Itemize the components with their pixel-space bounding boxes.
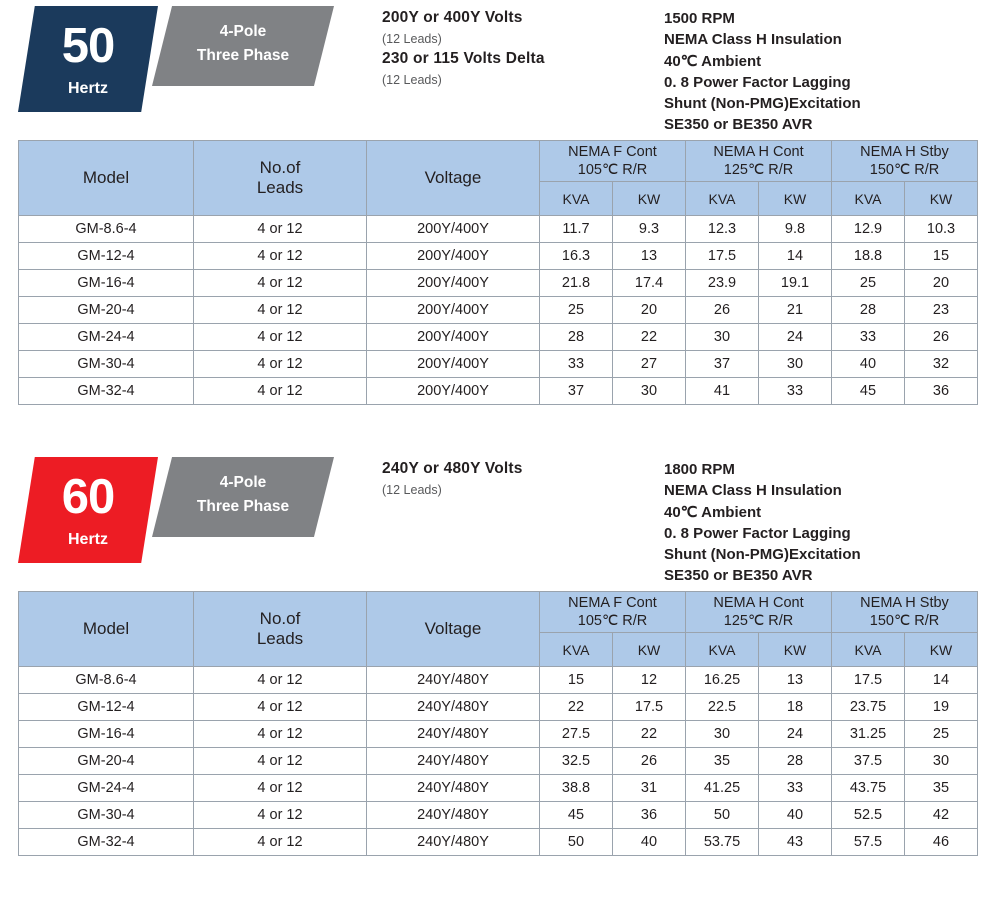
- cell-leads: 4 or 12: [194, 270, 367, 297]
- col-subheader-kw-1: KW: [613, 182, 686, 216]
- cell-leads: 4 or 12: [194, 216, 367, 243]
- table-row: [19, 694, 978, 721]
- cell-leads: 4 or 12: [194, 667, 367, 694]
- cell-kw-h-cont: 33: [759, 775, 832, 802]
- cell-kw-f: 12: [613, 667, 686, 694]
- table-header-60hz: [19, 592, 978, 667]
- col-group-2-line2: 125℃ R/R: [723, 162, 794, 178]
- cell-kva-h-stby: 18.8: [832, 243, 905, 270]
- cell-kva-h-cont: 30: [686, 324, 759, 351]
- cell-kva-h-stby: 28: [832, 297, 905, 324]
- cell-kw-h-stby: 20: [905, 270, 978, 297]
- cell-kw-h-cont: 21: [759, 297, 832, 324]
- col-header-leads-line2: Leads: [256, 178, 304, 197]
- cell-kw-h-stby: 26: [905, 324, 978, 351]
- pole-badge-50hz: [152, 6, 334, 86]
- spec-rpm: 1800 RPM: [664, 461, 735, 478]
- section-divider: [0, 405, 996, 451]
- col-group-3-line1: NEMA H Stby: [860, 143, 949, 160]
- cell-kva-f: 50: [540, 829, 613, 856]
- cell-kw-h-stby: 42: [905, 802, 978, 829]
- cell-kw-h-cont: 14: [759, 243, 832, 270]
- cell-kw-h-stby: 10.3: [905, 216, 978, 243]
- spec-insulation: NEMA Class H Insulation: [664, 482, 842, 500]
- cell-kw-h-stby: 14: [905, 667, 978, 694]
- cell-voltage: 200Y/400Y: [367, 216, 540, 243]
- spec-power-factor: 0. 8 Power Factor Lagging: [664, 524, 851, 542]
- col-header-voltage: Voltage: [367, 592, 540, 667]
- cell-model: GM-8.6-4: [19, 667, 194, 694]
- col-group-2-line2: 125℃ R/R: [723, 613, 794, 629]
- table-body-50hz: [19, 216, 978, 405]
- col-subheader-kva-2: KVA: [686, 633, 759, 667]
- cell-voltage: 200Y/400Y: [367, 270, 540, 297]
- col-subheader-kva-1: KVA: [540, 182, 613, 216]
- ratings-table-60hz: [18, 591, 978, 856]
- cell-kw-f: 13: [613, 243, 686, 270]
- col-group-1-line1: NEMA F Cont: [568, 594, 657, 611]
- table-row: [19, 351, 978, 378]
- cell-kw-h-stby: 35: [905, 775, 978, 802]
- col-group-3-line2: 150℃ R/R: [869, 162, 940, 178]
- cell-model: GM-12-4: [19, 694, 194, 721]
- spec-avr: SE350 or BE350 AVR: [664, 116, 813, 134]
- cell-kw-f: 22: [613, 324, 686, 351]
- frequency-badge-50hz: [18, 6, 158, 112]
- col-header-leads: [194, 141, 367, 216]
- cell-leads: 4 or 12: [194, 721, 367, 748]
- cell-voltage: 240Y/480Y: [367, 721, 540, 748]
- cell-kw-h-cont: 24: [759, 324, 832, 351]
- cell-kw-f: 20: [613, 297, 686, 324]
- header-band-60hz: [0, 451, 996, 591]
- cell-model: GM-16-4: [19, 721, 194, 748]
- pole-badge-lines: [152, 6, 334, 68]
- col-group-nema-h-cont: [686, 592, 832, 633]
- cell-leads: 4 or 12: [194, 829, 367, 856]
- col-subheader-kw-3: KW: [905, 633, 978, 667]
- voltage-option-1: 240Y or 480Y Volts: [382, 460, 523, 477]
- cell-kva-h-cont: 22.5: [686, 694, 759, 721]
- cell-kw-f: 27: [613, 351, 686, 378]
- cell-leads: 4 or 12: [194, 748, 367, 775]
- spec-rpm: 1500 RPM: [664, 10, 735, 27]
- cell-kva-h-cont: 16.25: [686, 667, 759, 694]
- col-group-3-line1: NEMA H Stby: [860, 594, 949, 611]
- cell-kw-f: 17.4: [613, 270, 686, 297]
- col-header-leads-line1: No.of: [259, 609, 301, 628]
- cell-leads: 4 or 12: [194, 775, 367, 802]
- cell-kw-f: 30: [613, 378, 686, 405]
- cell-leads: 4 or 12: [194, 694, 367, 721]
- cell-kva-f: 22: [540, 694, 613, 721]
- cell-kw-h-cont: 43: [759, 829, 832, 856]
- table-row: [19, 270, 978, 297]
- spec-excitation: Shunt (Non-PMG)Excitation: [664, 95, 861, 113]
- header-band-50hz: [0, 0, 996, 140]
- cell-kw-f: 9.3: [613, 216, 686, 243]
- cell-voltage: 200Y/400Y: [367, 324, 540, 351]
- cell-kva-h-cont: 41.25: [686, 775, 759, 802]
- col-group-nema-f-cont: [540, 592, 686, 633]
- table-body-60hz: [19, 667, 978, 856]
- cell-model: GM-30-4: [19, 351, 194, 378]
- col-group-2-line1: NEMA H Cont: [713, 143, 804, 160]
- cell-leads: 4 or 12: [194, 351, 367, 378]
- cell-kva-f: 25: [540, 297, 613, 324]
- voltage-option-2: 230 or 115 Volts Delta: [382, 49, 545, 67]
- cell-kva-h-stby: 17.5: [832, 667, 905, 694]
- table-row: [19, 721, 978, 748]
- col-group-1-line1: NEMA F Cont: [568, 143, 657, 160]
- cell-kva-f: 28: [540, 324, 613, 351]
- cell-kva-h-cont: 53.75: [686, 829, 759, 856]
- spec-insulation: NEMA Class H Insulation: [664, 31, 842, 49]
- cell-voltage: 240Y/480Y: [367, 775, 540, 802]
- pole-badge-lines: [152, 457, 334, 519]
- cell-kva-h-stby: 57.5: [832, 829, 905, 856]
- cell-kw-h-stby: 19: [905, 694, 978, 721]
- cell-kw-h-cont: 33: [759, 378, 832, 405]
- cell-kva-f: 21.8: [540, 270, 613, 297]
- cell-leads: 4 or 12: [194, 243, 367, 270]
- voltage-option-1-leads: (12 Leads): [382, 482, 442, 497]
- col-header-model: Model: [19, 141, 194, 216]
- cell-kw-f: 40: [613, 829, 686, 856]
- cell-kw-h-stby: 23: [905, 297, 978, 324]
- cell-kva-f: 37: [540, 378, 613, 405]
- voltage-option-1-leads: (12 Leads): [382, 31, 442, 46]
- cell-kva-h-stby: 40: [832, 351, 905, 378]
- cell-voltage: 240Y/480Y: [367, 694, 540, 721]
- cell-kva-h-cont: 35: [686, 748, 759, 775]
- cell-voltage: 200Y/400Y: [367, 351, 540, 378]
- col-subheader-kw-2: KW: [759, 633, 832, 667]
- cell-kw-h-cont: 9.8: [759, 216, 832, 243]
- frequency-value: 50: [61, 19, 115, 73]
- table-row: [19, 243, 978, 270]
- table-row: [19, 297, 978, 324]
- cell-kva-h-stby: 43.75: [832, 775, 905, 802]
- cell-leads: 4 or 12: [194, 802, 367, 829]
- cell-kw-f: 36: [613, 802, 686, 829]
- frequency-value: 60: [61, 470, 115, 524]
- cell-model: GM-8.6-4: [19, 216, 194, 243]
- cell-voltage: 200Y/400Y: [367, 243, 540, 270]
- spec-power-factor: 0. 8 Power Factor Lagging: [664, 73, 851, 91]
- col-header-leads: [194, 592, 367, 667]
- col-header-leads-line1: No.of: [259, 158, 301, 177]
- table-row: [19, 748, 978, 775]
- pole-count: 4-Pole: [219, 474, 267, 491]
- cell-voltage: 240Y/480Y: [367, 829, 540, 856]
- col-subheader-kva-1: KVA: [540, 633, 613, 667]
- cell-kva-h-cont: 23.9: [686, 270, 759, 297]
- cell-kva-f: 32.5: [540, 748, 613, 775]
- specs-list-60hz: [664, 459, 984, 587]
- cell-kva-f: 45: [540, 802, 613, 829]
- cell-kva-h-stby: 33: [832, 324, 905, 351]
- cell-kw-h-cont: 30: [759, 351, 832, 378]
- col-subheader-kva-3: KVA: [832, 633, 905, 667]
- cell-model: GM-16-4: [19, 270, 194, 297]
- spec-excitation: Shunt (Non-PMG)Excitation: [664, 546, 861, 564]
- table-row: [19, 378, 978, 405]
- cell-kva-h-stby: 23.75: [832, 694, 905, 721]
- frequency-badge-60hz: [18, 457, 158, 563]
- table-row: [19, 667, 978, 694]
- cell-kva-h-stby: 52.5: [832, 802, 905, 829]
- phase-type: Three Phase: [196, 498, 290, 516]
- voltage-option-1: 200Y or 400Y Volts: [382, 9, 523, 26]
- frequency-unit: Hertz: [67, 531, 108, 548]
- cell-kw-h-cont: 13: [759, 667, 832, 694]
- cell-kw-h-cont: 40: [759, 802, 832, 829]
- table-row: [19, 775, 978, 802]
- table-header-50hz: [19, 141, 978, 216]
- cell-kw-h-stby: 36: [905, 378, 978, 405]
- cell-kva-h-cont: 50: [686, 802, 759, 829]
- cell-kva-f: 16.3: [540, 243, 613, 270]
- spec-section-50hz: [0, 0, 996, 405]
- cell-model: GM-32-4: [19, 378, 194, 405]
- phase-type: Three Phase: [196, 47, 290, 65]
- cell-kva-f: 27.5: [540, 721, 613, 748]
- cell-kva-h-cont: 26: [686, 297, 759, 324]
- cell-kw-h-stby: 46: [905, 829, 978, 856]
- cell-kw-h-cont: 24: [759, 721, 832, 748]
- cell-model: GM-20-4: [19, 297, 194, 324]
- cell-kva-h-stby: 12.9: [832, 216, 905, 243]
- ratings-table-50hz: [18, 140, 978, 405]
- col-group-3-line2: 150℃ R/R: [869, 613, 940, 629]
- cell-kva-f: 38.8: [540, 775, 613, 802]
- cell-kva-h-cont: 17.5: [686, 243, 759, 270]
- cell-model: GM-30-4: [19, 802, 194, 829]
- col-header-leads-line2: Leads: [256, 629, 304, 648]
- col-subheader-kva-3: KVA: [832, 182, 905, 216]
- col-group-2-line1: NEMA H Cont: [713, 594, 804, 611]
- cell-kw-h-cont: 19.1: [759, 270, 832, 297]
- frequency-unit: Hertz: [67, 80, 108, 97]
- pole-count: 4-Pole: [219, 23, 267, 40]
- cell-kw-f: 31: [613, 775, 686, 802]
- spec-section-60hz: [0, 451, 996, 856]
- col-group-1-line2: 105℃ R/R: [577, 162, 648, 178]
- cell-kva-h-cont: 30: [686, 721, 759, 748]
- cell-kva-f: 11.7: [540, 216, 613, 243]
- cell-kva-f: 15: [540, 667, 613, 694]
- cell-model: GM-24-4: [19, 775, 194, 802]
- cell-leads: 4 or 12: [194, 324, 367, 351]
- cell-model: GM-24-4: [19, 324, 194, 351]
- cell-model: GM-12-4: [19, 243, 194, 270]
- cell-kw-f: 22: [613, 721, 686, 748]
- cell-voltage: 200Y/400Y: [367, 378, 540, 405]
- cell-kw-h-stby: 32: [905, 351, 978, 378]
- cell-voltage: 240Y/480Y: [367, 667, 540, 694]
- cell-kw-f: 26: [613, 748, 686, 775]
- voltage-options-50hz: [382, 8, 642, 90]
- cell-kva-h-cont: 37: [686, 351, 759, 378]
- col-subheader-kw-2: KW: [759, 182, 832, 216]
- cell-leads: 4 or 12: [194, 378, 367, 405]
- cell-kw-f: 17.5: [613, 694, 686, 721]
- table-row: [19, 216, 978, 243]
- table-row: [19, 829, 978, 856]
- spec-avr: SE350 or BE350 AVR: [664, 567, 813, 585]
- col-group-nema-h-stby: [832, 141, 978, 182]
- cell-kw-h-stby: 30: [905, 748, 978, 775]
- voltage-option-2-leads: (12 Leads): [382, 72, 442, 87]
- cell-kva-h-stby: 45: [832, 378, 905, 405]
- col-group-nema-h-cont: [686, 141, 832, 182]
- cell-kw-h-stby: 15: [905, 243, 978, 270]
- cell-kva-h-stby: 31.25: [832, 721, 905, 748]
- cell-model: GM-32-4: [19, 829, 194, 856]
- spec-ambient: 40℃ Ambient: [664, 503, 762, 521]
- voltage-options-60hz: [382, 459, 642, 500]
- cell-kw-h-cont: 18: [759, 694, 832, 721]
- cell-kw-h-cont: 28: [759, 748, 832, 775]
- col-subheader-kva-2: KVA: [686, 182, 759, 216]
- spec-ambient: 40℃ Ambient: [664, 52, 762, 70]
- table-row: [19, 802, 978, 829]
- cell-kva-h-cont: 41: [686, 378, 759, 405]
- col-header-voltage: Voltage: [367, 141, 540, 216]
- cell-model: GM-20-4: [19, 748, 194, 775]
- col-subheader-kw-3: KW: [905, 182, 978, 216]
- cell-kva-h-stby: 25: [832, 270, 905, 297]
- cell-kva-f: 33: [540, 351, 613, 378]
- col-group-nema-f-cont: [540, 141, 686, 182]
- cell-kw-h-stby: 25: [905, 721, 978, 748]
- cell-voltage: 200Y/400Y: [367, 297, 540, 324]
- col-group-nema-h-stby: [832, 592, 978, 633]
- col-group-1-line2: 105℃ R/R: [577, 613, 648, 629]
- specs-list-50hz: [664, 8, 984, 136]
- col-subheader-kw-1: KW: [613, 633, 686, 667]
- cell-leads: 4 or 12: [194, 297, 367, 324]
- cell-kva-h-stby: 37.5: [832, 748, 905, 775]
- cell-voltage: 240Y/480Y: [367, 748, 540, 775]
- col-header-model: Model: [19, 592, 194, 667]
- cell-voltage: 240Y/480Y: [367, 802, 540, 829]
- pole-badge-60hz: [152, 457, 334, 537]
- cell-kva-h-cont: 12.3: [686, 216, 759, 243]
- table-row: [19, 324, 978, 351]
